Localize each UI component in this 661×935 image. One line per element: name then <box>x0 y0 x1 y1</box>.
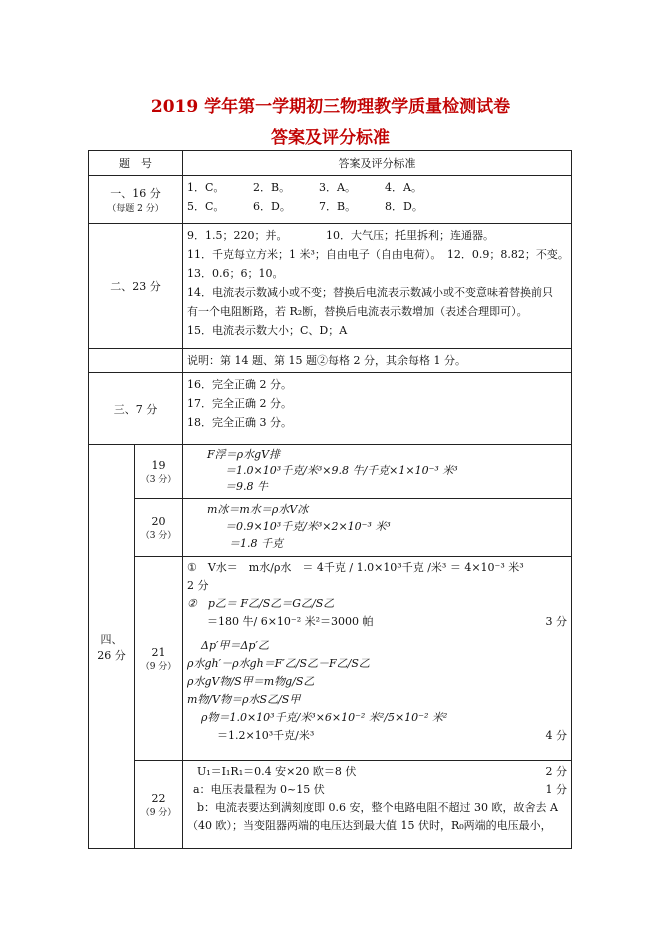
q21-line-7: m物/V物＝ρ水S乙/S甲 <box>187 693 301 706</box>
q21-line-6: ρ水gV物/S甲＝m物g/S乙 <box>187 675 315 688</box>
answer-8: 8．D。 <box>385 200 423 213</box>
section-3-label: 三、7 分 <box>89 373 183 445</box>
q22-line-2-wrap <box>187 781 567 799</box>
section-2-note: 说明：第 14 题、第 15 题②每格 2 分，其余每格 1 分。 <box>183 349 572 373</box>
q19-line: F浮＝ρ水gV排 <box>207 448 281 461</box>
q22-line-4: （40 欧）；当变阻器两端的电压达到最大值 15 伏时，R₀两端的电压最小， <box>187 819 552 832</box>
question-20-answer <box>183 499 572 557</box>
q20-line: ＝0.9×10³千克/米³×2×10⁻³ 米³ <box>225 520 391 533</box>
answer-5: 5．C。 <box>187 200 225 213</box>
section-2-answers <box>183 224 572 349</box>
answer-table <box>88 150 572 849</box>
q21-line-3: ＝180 牛/ 6×10⁻² 米²＝3000 帕 <box>207 615 374 628</box>
answer-6: 6．D。 <box>253 200 291 213</box>
section-2-label: 二、23 分 <box>89 224 183 349</box>
section-4-score: 26 分 <box>97 648 126 662</box>
q22-line-2-score: 1 分 <box>545 783 567 796</box>
question-22-row <box>89 761 572 849</box>
section-2-line: 14．电流表示数减小或不变；替换后电流表示数减小或不变意味着替换前只 <box>187 286 553 299</box>
question-19-label-cell <box>135 445 183 499</box>
q20-line: ＝1.8 千克 <box>229 537 283 550</box>
question-19-number: 19 <box>151 458 166 472</box>
question-19-row <box>89 445 572 499</box>
answer-3: 3．A。 <box>319 181 356 194</box>
section-1-label: 一、16 分 <box>110 187 161 200</box>
question-22-number: 22 <box>151 791 166 805</box>
q21-line-9-score: 4 分 <box>545 729 567 742</box>
section-2-line: 15．电流表示数大小；C、D；A <box>187 324 348 337</box>
q20-line: m冰＝m水＝ρ水V冰 <box>207 503 309 516</box>
question-20-row <box>89 499 572 557</box>
answer-4: 4．A。 <box>385 181 422 194</box>
section-1-row <box>89 176 572 224</box>
section-2-line: 9．1.5；220；并。 10．大气压；托里拆利；连通器。 <box>187 229 494 242</box>
question-22-label-cell <box>135 761 183 849</box>
question-22-points: （9 分） <box>140 807 177 818</box>
section-1-label-cell <box>89 176 183 224</box>
section-2-line: 有一个电阻断路，若 R₂断，替换后电流表示数增加（表述合理即可）。 <box>187 305 528 318</box>
answer-1: 1．C。 <box>187 181 225 194</box>
q19-line: ＝9.8 牛 <box>225 480 268 493</box>
q21-line-8: ρ物＝1.0×10³千克/米³×6×10⁻² 米²/5×10⁻² 米² <box>201 711 448 724</box>
q22-line-2: a：电压表量程为 0~15 伏 <box>193 783 325 796</box>
question-19-points: （3 分） <box>140 474 177 485</box>
question-21-number: 21 <box>151 645 166 659</box>
page-subtitle: 答案及评分标准 <box>271 128 390 148</box>
section-2-line: 11．千克每立方米；1 米³；自由电子（自由电荷）。 12．0.9；8.82；不变。 <box>187 248 569 261</box>
question-21-answer <box>183 557 572 761</box>
question-21-label-cell <box>135 557 183 761</box>
question-20-number: 20 <box>151 514 166 528</box>
answer-7: 7．B。 <box>319 200 357 213</box>
q22-line-1: U₁＝I₁R₁＝0.4 安×20 欧＝8 伏 <box>197 765 357 778</box>
header-question-number: 题 号 <box>89 151 183 176</box>
question-19-answer <box>183 445 572 499</box>
q21-line-4: Δp′甲＝Δp′乙 <box>201 639 269 652</box>
header-answer-standard: 答案及评分标准 <box>183 151 572 176</box>
section-3-line: 16．完全正确 2 分。 <box>187 378 292 391</box>
section-2-line: 13．0.6；6；10。 <box>187 267 284 280</box>
section-2-note-row <box>89 349 572 373</box>
q21-line-9: ＝1.2×10³千克/米³ <box>217 729 315 742</box>
question-20-points: （3 分） <box>140 530 177 541</box>
q22-line-3: b：电流表要达到满刻度即 0.6 安，整个电路电阻不超过 30 欧，故舍去 A <box>197 801 558 814</box>
section-1-answers <box>183 176 572 224</box>
section-3-answers <box>183 373 572 445</box>
table-header-row <box>89 151 572 176</box>
section-4-label-cell <box>89 445 135 849</box>
question-22-answer <box>183 761 572 849</box>
q21-line-3-wrap <box>187 613 567 631</box>
section-2-row <box>89 224 572 349</box>
section-1-note: （每题 2 分） <box>107 204 164 214</box>
q21-line-1: ① V水＝ m水/ρ水 ＝ 4千克 / 1.0×10³千克 /米³ ＝ 4×10⁻³ 米³ <box>187 561 524 574</box>
q21-line-5: ρ水gh′－ρ水gh＝F′乙/S乙－F乙/S乙 <box>187 657 370 670</box>
q21-line-2: ② p乙＝ F乙/S乙＝G乙/S乙 <box>187 597 335 610</box>
question-21-row <box>89 557 572 761</box>
q21-line-1-score: 2 分 <box>187 579 209 592</box>
section-3-line: 17．完全正确 2 分。 <box>187 397 292 410</box>
section-3-line: 18．完全正确 3 分。 <box>187 416 292 429</box>
q22-line-1-score: 2 分 <box>545 765 567 778</box>
answer-row-1 <box>187 178 567 197</box>
question-21-points: （9 分） <box>140 661 177 672</box>
answer-2: 2．B。 <box>253 181 291 194</box>
q19-line: ＝1.0×10³千克/米³×9.8 牛/千克×1×10⁻³ 米³ <box>225 464 458 477</box>
q22-line-1-wrap <box>187 763 567 781</box>
answer-row-2 <box>187 197 567 216</box>
section-4-label: 四、 <box>100 632 123 646</box>
q21-line-9-wrap <box>187 727 567 745</box>
q21-line-3-score: 3 分 <box>545 615 567 628</box>
question-20-label-cell <box>135 499 183 557</box>
page-title: 2019 学年第一学期初三物理教学质量检测试卷 <box>150 97 511 117</box>
section-3-row <box>89 373 572 445</box>
